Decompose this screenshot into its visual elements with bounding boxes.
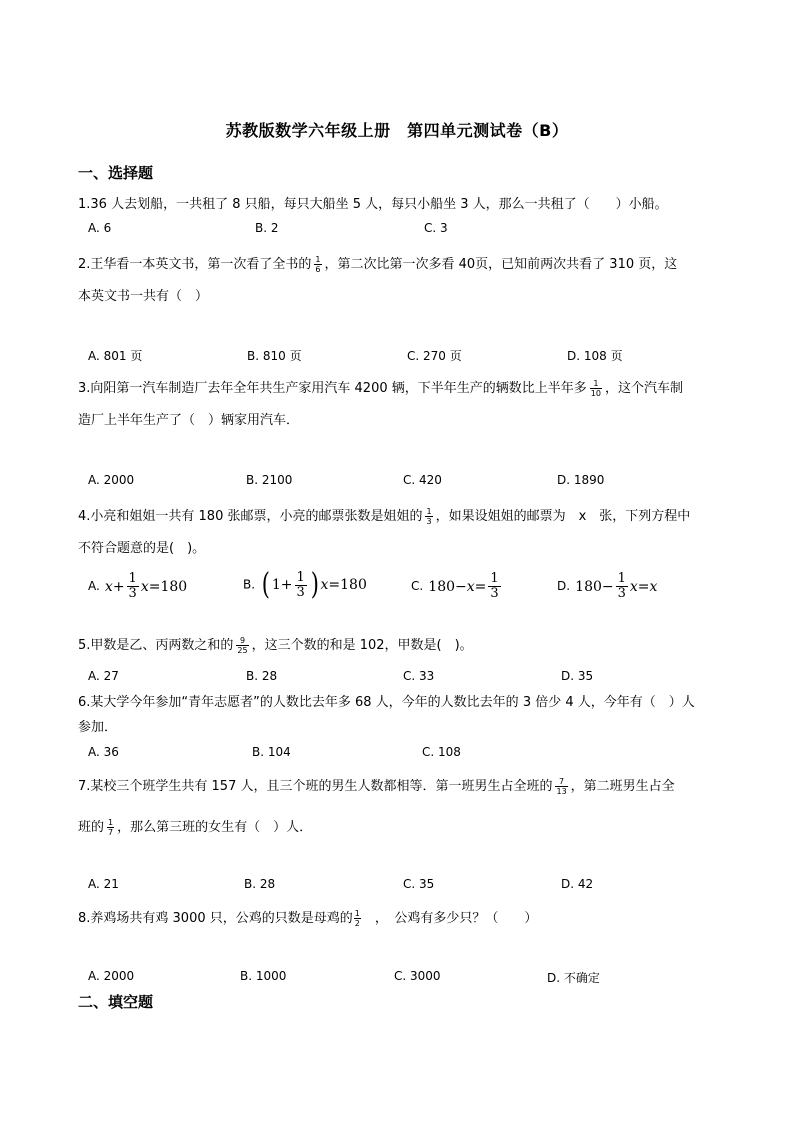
q2-option-b[interactable]: B. 810 页 [247,349,302,363]
q5-option-b[interactable]: B. 28 [246,669,278,683]
question-1-text: 1.36 人去划船，一共租了 8 只船，每只大船坐 5 人，每只小船坐 3 人，那么一共租了（ ）小船。 [78,197,668,212]
q2-text-a: 2.王华看一本英文书，第一次看了全书的 [78,257,312,272]
q3-frac-numerator: 1 [590,379,602,389]
q3-option-b[interactable]: B. 2100 [246,473,293,487]
q7-frac-denominator: 13 [556,787,567,796]
eq-b-num: 1 [296,569,305,585]
q5-text-a: 5.甲数是乙、丙两数之和的 [78,638,234,653]
eq-a-rhs: =180 [148,578,188,595]
q4-option-c[interactable] [411,572,503,601]
q5-fraction [236,636,248,655]
page-title: 苏教版数学六年级上册 第四单元测试卷（B） [225,121,569,140]
q8-option-a[interactable]: A. 2000 [88,969,135,983]
eq-d-lhs: 180− [575,578,614,595]
q1-option-a[interactable]: A. 6 [88,221,112,235]
question-6-line-2: 参加． [78,720,118,735]
q4-fraction [425,507,432,526]
q7-option-b[interactable]: B. 28 [244,877,276,891]
question-4-line-1 [78,507,690,526]
question-6-line-1: 6.某大学今年参加“青年志愿者”的人数比去年多 68 人，今年的人数比去年的 3 倍少 4 人，今年有（ ）人 [78,695,695,710]
q8-frac-denominator: 2 [354,919,360,928]
q4-option-a[interactable] [88,572,187,601]
q8-option-c[interactable]: C. 3000 [394,969,441,983]
q7-text-b: ，第二班男生占全 [570,779,675,794]
q6-option-b[interactable]: B. 104 [252,745,291,759]
eq-c-num: 1 [490,571,499,586]
eq-c-den: 3 [490,586,499,601]
eq-c-fraction [488,572,500,601]
q2-frac-denominator: 6 [315,265,321,274]
q3-option-a[interactable]: A. 2000 [88,473,135,487]
q1-option-c[interactable]: C. 3 [424,221,448,235]
q4-option-d-label: D. [557,579,571,593]
q2-option-a[interactable]: A. 801 页 [88,349,143,363]
section-fill-heading: 二、填空题 [78,993,154,1011]
eq-b-fraction [295,571,307,600]
q4-option-a-label: A. [88,579,100,593]
q3-frac-denominator: 10 [590,389,601,398]
q4-option-b-label: B. [243,577,256,592]
q5-option-d[interactable]: D. 35 [561,669,594,683]
eq-a-x2: x [140,578,149,595]
q2-text-b: ，第二次比第一次多看 40页，已知前两次共看了 310 页，这 [324,257,678,272]
q4-equation-d [575,571,658,601]
q4-frac-numerator: 1 [426,507,432,516]
q4-equation-a [104,571,188,601]
q8-text-a: 8.养鸡场共有鸡 3000 只，公鸡的只数是母鸡的 [78,911,353,926]
q8-fraction [354,909,361,928]
q6-option-a[interactable]: A. 36 [88,745,119,759]
eq-c-equals: = [474,578,487,595]
q3-text-b: ，这个汽车制 [604,381,683,396]
eq-d-x2: x [649,578,658,595]
q2-fraction [314,255,321,274]
section-choice-heading: 一、选择题 [78,164,154,182]
eq-a-plus: + [112,578,125,595]
question-4-line-2: 不符合题意的是( )。 [78,541,206,556]
q7-option-c[interactable]: C. 35 [403,877,435,891]
question-2-line-2: 本英文书一共有（ ） [78,289,209,304]
question-3-line-1 [78,379,683,398]
q5-frac-denominator: 25 [237,646,248,655]
q7-frac-numerator: 7 [555,777,567,787]
q4-text-b: ，如果设姐姐的邮票为 x 张，下列方程中 [435,509,691,524]
question-7-line-1 [78,777,675,796]
eq-a-den: 3 [128,586,137,601]
q4-equation-b [260,567,367,602]
question-3-line-2: 造厂上半年生产了（ ）辆家用汽车． [78,413,300,428]
q5-option-a[interactable]: A. 27 [88,669,119,683]
eq-b-right-paren: ) [310,567,319,602]
eq-d-num: 1 [617,571,626,586]
eq-b-x: x [320,577,329,593]
q7-fraction-2 [107,818,114,837]
q4-equation-c [428,571,502,601]
q5-text-b: ，这三个数的和是 102，甲数是( )。 [251,638,473,653]
q5-option-c[interactable]: C. 33 [403,669,435,683]
eq-a-num: 1 [128,571,137,586]
q7-frac2-denominator: 7 [108,828,114,837]
q5-frac-numerator: 9 [236,636,248,646]
eq-b-one-plus: 1+ [271,577,293,593]
q3-option-c[interactable]: C. 420 [403,473,442,487]
q7-line2-text-b: ，那么第三班的女生有（ ）人． [117,820,313,835]
q8-frac-numerator: 1 [354,909,360,918]
eq-b-den: 3 [296,584,305,600]
eq-c-x: x [466,578,475,595]
question-2-line-1 [78,255,677,274]
q7-option-d[interactable]: D. 42 [561,877,594,891]
q4-text-a: 4.小亮和姐姐一共有 180 张邮票，小亮的邮票张数是姐姐的 [78,509,423,524]
q1-option-b[interactable]: B. 2 [255,221,279,235]
q4-option-d[interactable] [557,572,657,601]
question-7-line-2 [78,818,312,837]
q4-frac-denominator: 3 [426,517,432,526]
eq-b-left-paren: ( [261,567,271,602]
eq-a-x: x [104,578,113,595]
q2-frac-numerator: 1 [315,255,321,264]
q7-fraction [555,777,567,796]
eq-d-den: 3 [617,586,626,601]
question-5-line-1 [78,636,473,655]
eq-d-x: x [629,578,638,595]
eq-c-lhs: 180− [428,578,467,595]
eq-d-fraction [616,572,628,601]
q4-option-c-label: C. [411,579,424,593]
q3-fraction [590,379,602,398]
q2-option-d[interactable]: D. 108 页 [567,349,623,363]
eq-a-fraction [127,572,139,601]
q8-option-d[interactable]: D. 不确定 [547,971,600,985]
q3-text-a: 3.向阳第一汽车制造厂去年全年共生产家用汽车 4200 辆，下半年生产的辆数比上半年多 [78,381,587,396]
q7-option-a[interactable]: A. 21 [88,877,119,891]
q6-option-c[interactable]: C. 108 [422,745,461,759]
q8-option-b[interactable]: B. 1000 [240,969,287,983]
question-8-line-1 [78,909,537,928]
q3-option-d[interactable]: D. 1890 [557,473,605,487]
q4-option-b[interactable] [243,567,367,602]
q2-option-c[interactable]: C. 270 页 [407,349,462,363]
eq-d-equals: = [637,578,650,595]
eq-b-rhs: =180 [328,577,367,593]
q7-text-a: 7.某校三个班学生共有 157 人，且三个班的男生人数都相等．第一班男生占全班的 [78,779,553,794]
q7-line2-text-a: 班的 [78,820,105,835]
q7-frac2-numerator: 1 [108,818,114,827]
q8-text-b: ， 公鸡有多少只？（ ） [361,911,538,926]
